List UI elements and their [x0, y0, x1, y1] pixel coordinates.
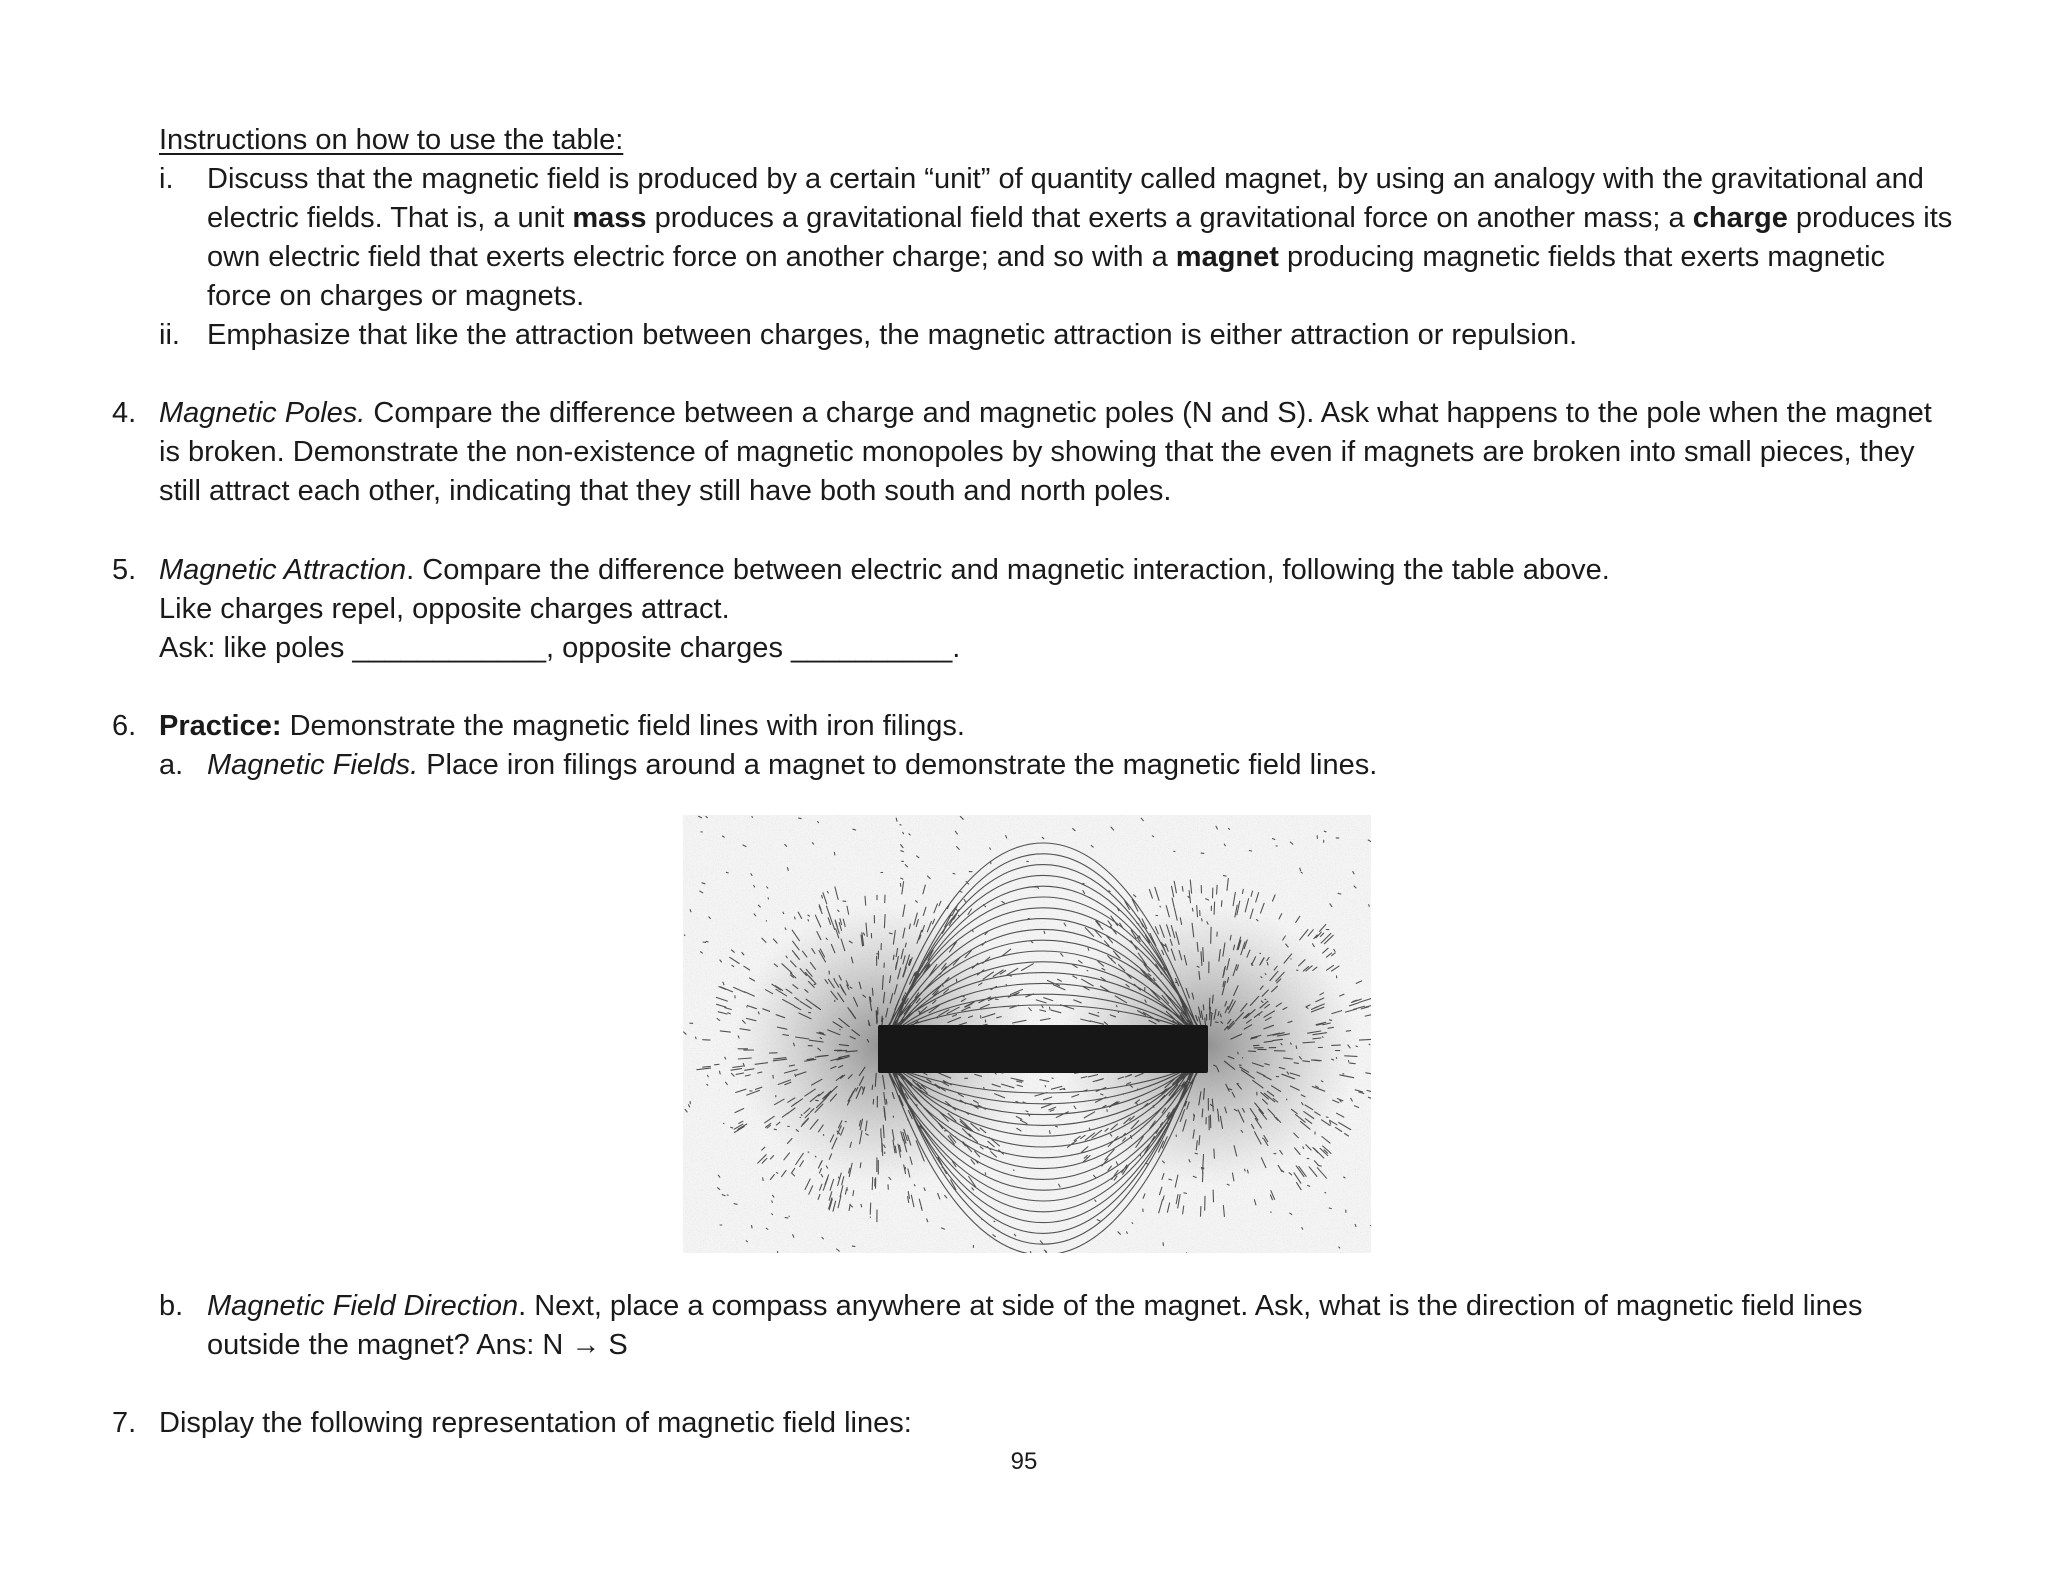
item-4-line-2: is broken. Demonstrate the non-existence of magnetic monopoles by showing that the even if magnets are broken into small pieces, they [159, 436, 1915, 468]
item-5-line-2: Like charges repel, opposite charges attract. [159, 593, 730, 625]
term-magnet: magnet [1175, 241, 1279, 273]
instruction-ii-line-1: Emphasize that like the attraction between charges, the magnetic attraction is either attraction or repulsion. [207, 319, 1578, 351]
list-marker-i: i. [159, 163, 174, 195]
item-4-title: Magnetic Poles. [159, 397, 366, 429]
instruction-i-line-4: force on charges or magnets. [207, 280, 585, 312]
item-5-line-1: Magnetic Attraction. Compare the difference between electric and magnetic interaction, following the table above. [159, 554, 1610, 586]
item-6-line-1: Practice: Demonstrate the magnetic field lines with iron filings. [159, 710, 965, 742]
item-7-line: Display the following representation of magnetic field lines: [159, 1407, 912, 1439]
item-6a-line: Magnetic Fields. Place iron filings around a magnet to demonstrate the magnetic field lines. [207, 749, 1378, 781]
item-5-title: Magnetic Attraction [159, 554, 407, 586]
item-6-title: Practice: [159, 710, 282, 742]
item-6-number: 6. [112, 710, 137, 742]
list-marker-b: b. [159, 1290, 184, 1322]
item-4-line-1: Magnetic Poles. Compare the difference between a charge and magnetic poles (N and S). Ask what happens to the pole when the magnet [159, 397, 1932, 429]
item-7-number: 7. [112, 1407, 137, 1439]
item-5-number: 5. [112, 554, 137, 586]
page-number: 95 [1010, 1448, 1038, 1475]
item-4-number: 4. [112, 397, 137, 429]
item-4-line-3: still attract each other, indicating that they still have both south and north poles. [159, 475, 1172, 507]
term-charge: charge [1692, 202, 1788, 234]
iron-filings-bar-magnet-image [683, 815, 1371, 1253]
item-6a-title: Magnetic Fields. [207, 749, 419, 781]
item-5-line-3: Ask: like poles ____________, opposite charges __________. [159, 632, 961, 664]
term-mass: mass [572, 202, 647, 234]
instructions-heading: Instructions on how to use the table: [159, 124, 624, 156]
list-marker-a: a. [159, 749, 184, 781]
instruction-i-line-2: electric fields. That is, a unit mass produces a gravitational field that exerts a gravitational force on another mass; a charge produces its [207, 202, 1953, 234]
instruction-i-line-3: own electric field that exerts electric force on another charge; and so with a magnet producing magnetic fields that exerts magnetic [207, 241, 1886, 273]
instruction-i-line-1: Discuss that the magnetic field is produced by a certain “unit” of quantity called magnet, by using an analogy with the gravitational and [207, 163, 1924, 195]
list-marker-ii: ii. [159, 319, 180, 351]
item-6b-line-2: outside the magnet? Ans: N → S [207, 1329, 628, 1361]
item-6b-title: Magnetic Field Direction [207, 1290, 519, 1322]
item-6b-line-1: Magnetic Field Direction. Next, place a compass anywhere at side of the magnet. Ask, what is the direction of magnetic field lines [207, 1290, 1863, 1322]
